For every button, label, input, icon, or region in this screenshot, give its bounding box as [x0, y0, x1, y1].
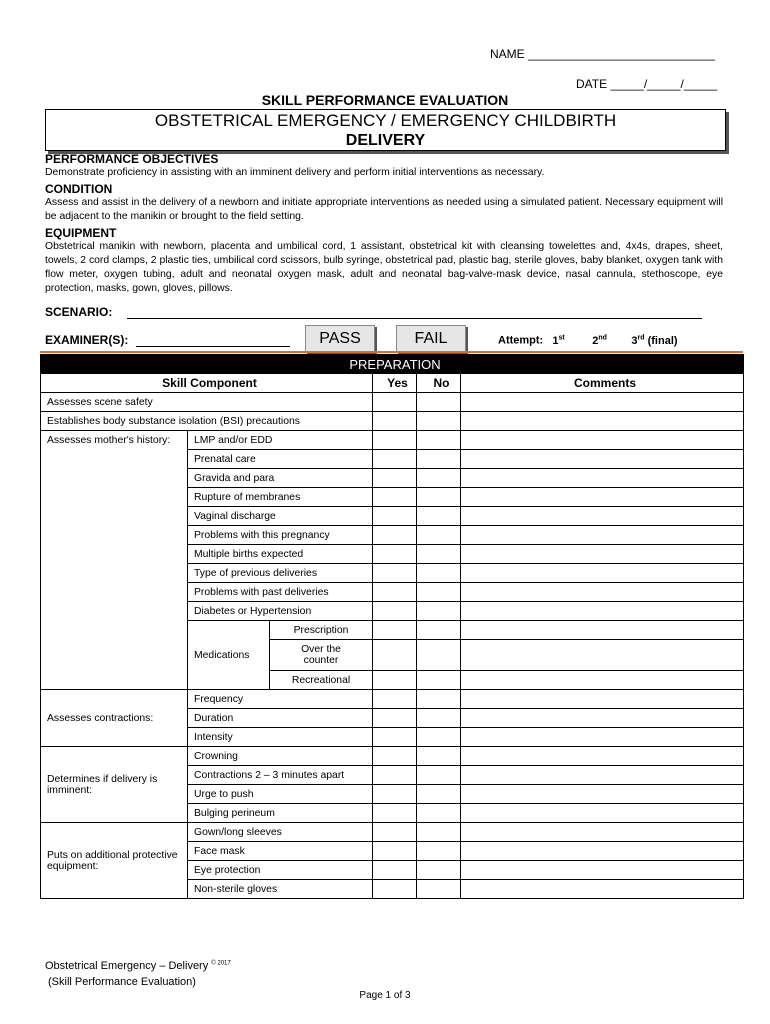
table-row	[41, 412, 744, 431]
no-cell[interactable]	[417, 602, 461, 621]
no-cell[interactable]	[417, 640, 461, 671]
comment-cell[interactable]	[461, 621, 744, 640]
skill-label: Prenatal care	[188, 450, 373, 469]
equipment-text: Obstetrical manikin with newborn, placenta and umbilical cord, 1 assistant, obstetrical kit with cleansing towelettes and, 4x4s, drapes, sheet, towels, 2 cord clamps, 2 plastic ties, umbilical cord scissors, bulb syringe, obstetrical pad, plastic bag, sterile gloves, baby blanket, oxygen tank with flow meter, oxygen tubing, adult and neonatal oxygen mask, adult and neonatal bag-valve-mask device, nasal cannula, stethoscope, eye protection, masks, gown, gloves, pillows.	[45, 241, 723, 294]
skill-label: Bulging perineum	[188, 804, 373, 823]
comment-cell[interactable]	[461, 602, 744, 621]
attempt-second[interactable]: 2nd	[592, 334, 607, 347]
footer-subtitle: (Skill Performance Evaluation)	[48, 976, 196, 988]
attempt-third[interactable]: 3rd (final)	[631, 334, 678, 347]
no-cell[interactable]	[417, 804, 461, 823]
yes-cell[interactable]	[373, 747, 417, 766]
no-cell[interactable]	[417, 583, 461, 602]
objectives-heading: PERFORMANCE OBJECTIVES	[45, 152, 219, 166]
divider	[40, 351, 743, 353]
no-cell[interactable]	[417, 526, 461, 545]
equipment-heading: EQUIPMENT	[45, 226, 117, 240]
yes-cell[interactable]	[373, 393, 417, 412]
yes-cell[interactable]	[373, 583, 417, 602]
table-row	[41, 431, 744, 450]
no-cell[interactable]	[417, 545, 461, 564]
skill-label: Duration	[188, 709, 373, 728]
yes-cell[interactable]	[373, 728, 417, 747]
skill-label: Prescription	[270, 621, 373, 640]
yes-cell[interactable]	[373, 621, 417, 640]
comment-cell[interactable]	[461, 450, 744, 469]
comment-cell[interactable]	[461, 747, 744, 766]
comment-cell[interactable]	[461, 431, 744, 450]
comment-cell[interactable]	[461, 709, 744, 728]
medications-label: Medications	[188, 621, 270, 690]
skill-label: Problems with this pregnancy	[188, 526, 373, 545]
skill-label: Rupture of membranes	[188, 488, 373, 507]
condition-heading: CONDITION	[45, 182, 113, 196]
yes-cell[interactable]	[373, 785, 417, 804]
scenario-field[interactable]	[127, 318, 702, 319]
no-cell[interactable]	[417, 621, 461, 640]
title-box	[45, 109, 726, 151]
yes-cell[interactable]	[373, 507, 417, 526]
no-cell[interactable]	[417, 488, 461, 507]
no-cell[interactable]	[417, 431, 461, 450]
skill-label: Multiple births expected	[188, 545, 373, 564]
comment-cell[interactable]	[461, 526, 744, 545]
condition-text: Assess and assist in the delivery of a newborn and initiate appropriate interventions as needed using a simulated patient. Necessary equipment will be adjacent to the manikin or brought to the field setting.	[45, 197, 723, 222]
skill-label: LMP and/or EDD	[188, 431, 373, 450]
no-cell[interactable]	[417, 671, 461, 690]
name-field[interactable]: NAME ____________________________	[490, 47, 715, 61]
fail-button[interactable]: FAIL	[396, 325, 466, 353]
yes-cell[interactable]	[373, 602, 417, 621]
skill-label: Frequency	[188, 690, 373, 709]
table-row	[41, 823, 744, 842]
skill-label: Establishes body substance isolation (BSI) precautions	[41, 412, 373, 431]
yes-cell[interactable]	[373, 690, 417, 709]
comment-cell[interactable]	[461, 823, 744, 842]
skill-label: Non-sterile gloves	[188, 880, 373, 899]
skill-label: Eye protection	[188, 861, 373, 880]
no-cell[interactable]	[417, 412, 461, 431]
comment-cell[interactable]	[461, 880, 744, 899]
page-number: Page 1 of 3	[359, 990, 411, 1001]
no-cell[interactable]	[417, 842, 461, 861]
yes-cell[interactable]	[373, 823, 417, 842]
yes-cell[interactable]	[373, 861, 417, 880]
yes-cell[interactable]	[373, 488, 417, 507]
comment-cell[interactable]	[461, 545, 744, 564]
table-row	[41, 690, 744, 709]
comment-cell[interactable]	[461, 393, 744, 412]
no-cell[interactable]	[417, 393, 461, 412]
yes-cell[interactable]	[373, 804, 417, 823]
examiner-label: EXAMINER(S):	[45, 333, 129, 347]
yes-cell[interactable]	[373, 842, 417, 861]
yes-cell[interactable]	[373, 564, 417, 583]
comment-cell[interactable]	[461, 488, 744, 507]
comment-cell[interactable]	[461, 412, 744, 431]
header-skill: Skill Component	[41, 374, 373, 393]
comment-cell[interactable]	[461, 804, 744, 823]
attempt-label: Attempt:	[498, 334, 544, 347]
scenario-label: SCENARIO:	[45, 305, 113, 319]
attempt-row	[498, 334, 678, 347]
group-label: Assesses mother's history:	[41, 431, 188, 690]
no-cell[interactable]	[417, 450, 461, 469]
comment-cell[interactable]	[461, 564, 744, 583]
footer-title: Obstetrical Emergency – Delivery $^{© 2017}$	[45, 960, 231, 972]
no-cell[interactable]	[417, 880, 461, 899]
comment-cell[interactable]	[461, 842, 744, 861]
form-title: SKILL PERFORMANCE EVALUATION	[261, 92, 509, 108]
yes-cell[interactable]	[373, 412, 417, 431]
comment-cell[interactable]	[461, 507, 744, 526]
section-title: PREPARATION	[41, 355, 744, 374]
title-line-1: OBSTETRICAL EMERGENCY / EMERGENCY CHILDBIRTH	[154, 111, 617, 130]
comment-cell[interactable]	[461, 671, 744, 690]
skill-label: Face mask	[188, 842, 373, 861]
yes-cell[interactable]	[373, 545, 417, 564]
header-comments: Comments	[461, 374, 744, 393]
no-cell[interactable]	[417, 507, 461, 526]
skill-label: Vaginal discharge	[188, 507, 373, 526]
no-cell[interactable]	[417, 728, 461, 747]
title-line-2: DELIVERY	[345, 132, 426, 149]
skill-label: Gown/long sleeves	[188, 823, 373, 842]
yes-cell[interactable]	[373, 431, 417, 450]
no-cell[interactable]	[417, 861, 461, 880]
yes-cell[interactable]	[373, 640, 417, 671]
skill-label: Assesses scene safety	[41, 393, 373, 412]
comment-cell[interactable]	[461, 583, 744, 602]
yes-cell[interactable]	[373, 469, 417, 488]
comment-cell[interactable]	[461, 469, 744, 488]
yes-cell[interactable]	[373, 766, 417, 785]
yes-cell[interactable]	[373, 709, 417, 728]
copyright-mark: © 2017	[211, 960, 231, 967]
table-row	[41, 393, 744, 412]
header-no: No	[417, 374, 461, 393]
section-header-row	[41, 355, 744, 374]
no-cell[interactable]	[417, 469, 461, 488]
attempt-first[interactable]: 1st	[552, 334, 565, 347]
no-cell[interactable]	[417, 823, 461, 842]
column-header-row	[41, 374, 744, 393]
comment-cell[interactable]	[461, 766, 744, 785]
group-label: Determines if delivery is imminent:	[41, 747, 188, 823]
skill-label: Crowning	[188, 747, 373, 766]
skill-label: Diabetes or Hypertension	[188, 602, 373, 621]
no-cell[interactable]	[417, 709, 461, 728]
comment-cell[interactable]	[461, 640, 744, 671]
skill-label: Over the counter	[270, 640, 373, 671]
comment-cell[interactable]	[461, 690, 744, 709]
no-cell[interactable]	[417, 564, 461, 583]
table-row	[41, 747, 744, 766]
comment-cell[interactable]	[461, 728, 744, 747]
comment-cell[interactable]	[461, 785, 744, 804]
no-cell[interactable]	[417, 747, 461, 766]
yes-cell[interactable]	[373, 526, 417, 545]
no-cell[interactable]	[417, 766, 461, 785]
skill-label: Recreational	[270, 671, 373, 690]
pass-button[interactable]: PASS	[305, 325, 375, 353]
group-label: Puts on additional protective equipment:	[41, 823, 188, 899]
skill-label: Gravida and para	[188, 469, 373, 488]
examiner-field[interactable]	[136, 346, 290, 347]
yes-cell[interactable]	[373, 880, 417, 899]
group-label: Assesses contractions:	[41, 690, 188, 747]
no-cell[interactable]	[417, 785, 461, 804]
yes-cell[interactable]	[373, 450, 417, 469]
header-yes: Yes	[373, 374, 417, 393]
date-field[interactable]: DATE _____/_____/_____	[576, 77, 718, 91]
evaluation-table	[40, 354, 744, 899]
skill-label: Type of previous deliveries	[188, 564, 373, 583]
yes-cell[interactable]	[373, 671, 417, 690]
comment-cell[interactable]	[461, 861, 744, 880]
objectives-text: Demonstrate proficiency in assisting with an imminent delivery and perform initial interventions as necessary.	[45, 167, 545, 178]
skill-label: Urge to push	[188, 785, 373, 804]
skill-label: Contractions 2 – 3 minutes apart	[188, 766, 373, 785]
skill-label: Intensity	[188, 728, 373, 747]
no-cell[interactable]	[417, 690, 461, 709]
skill-label: Problems with past deliveries	[188, 583, 373, 602]
